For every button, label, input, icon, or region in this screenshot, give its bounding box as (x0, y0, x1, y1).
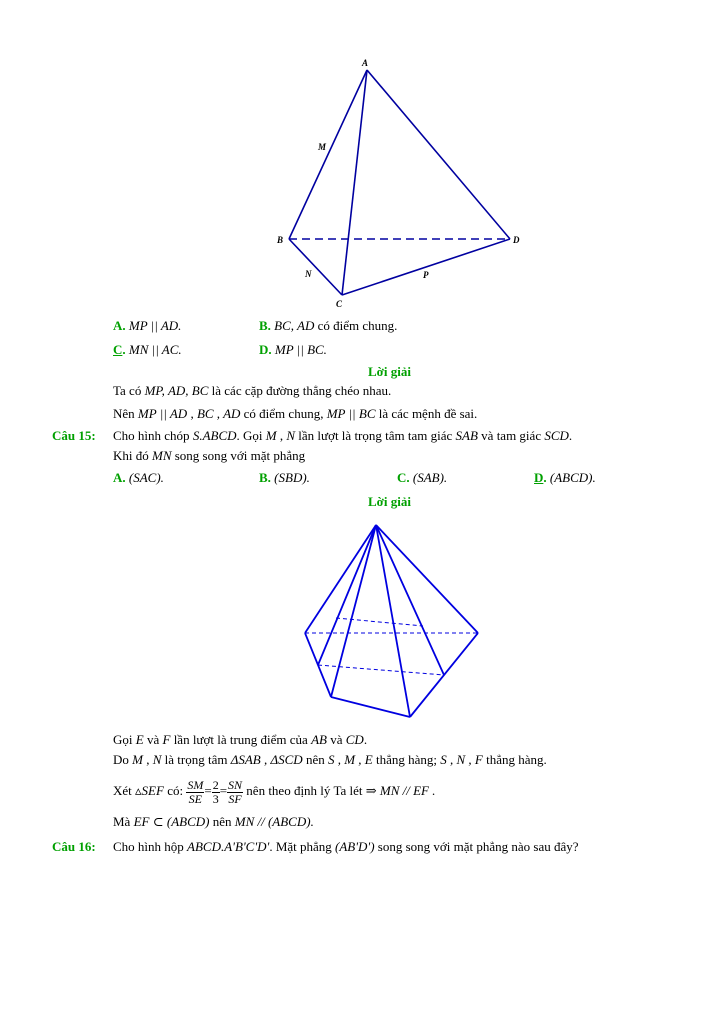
option-letter: A. (113, 318, 126, 333)
edge-ac (342, 70, 367, 295)
label-c: C (336, 299, 343, 309)
q14-option-a[interactable] (113, 318, 181, 334)
label-m: M (318, 142, 327, 152)
q15-option-c[interactable] (397, 470, 447, 486)
option-letter: C. (397, 470, 410, 485)
option-letter: D. (259, 342, 272, 357)
option-math: BC, AD (274, 318, 315, 333)
q15-solution-line-4: Mà EF ⊂ (ABCD) nên MN // (ABCD). (113, 814, 314, 829)
edge-se (318, 525, 376, 665)
q14-option-d[interactable] (259, 342, 327, 358)
edge-sc (376, 525, 410, 717)
label-a: A (362, 58, 369, 68)
q15-solution-line-3: Xét ▵SEF có: $\frac{SM}{SE}$ = $\frac{2}{3}$ = $\frac{SN}{SF}$ nên theo định lý Ta lét ⇒ MN // EF . (113, 777, 436, 806)
pyramid-figure (0, 505, 725, 730)
q14-solution-title: Lời giải (368, 364, 411, 379)
q16-stem: Cho hình hộp ABCD.A'B'C'D'. Mặt phẳng (AB'D') song song với mặt phẳng nào sau đây? (113, 839, 579, 854)
q16-label: Câu 16: (52, 839, 96, 854)
option-text: MP || AD. (128, 318, 182, 333)
option-text: MN || AC. (128, 342, 182, 357)
edge-sb (331, 525, 376, 697)
option-letter: B. (259, 470, 271, 485)
option-letter-correct: C (113, 342, 123, 357)
edge-sd (376, 525, 478, 633)
q15-solution-title: Lời giải (368, 494, 411, 509)
q15-option-b[interactable] (259, 470, 310, 486)
q14-option-c[interactable] (113, 342, 182, 358)
edge-bc (289, 239, 342, 295)
option-text: (SAC). (128, 470, 164, 485)
q14-option-b[interactable] (259, 318, 397, 334)
label-b: B (277, 235, 284, 245)
q15-solution-line-1: Gọi E và F lần lượt là trung điểm của AB và CD. (113, 732, 368, 747)
edge-sf (376, 525, 444, 675)
option-text: (SBD). (274, 470, 310, 485)
edge-ab (289, 70, 367, 239)
fraction-two-thirds: $\frac{2}{3}$ (212, 777, 219, 806)
edge-cd (342, 239, 510, 295)
option-text: (SAB). (412, 470, 448, 485)
option-dot: . (122, 342, 126, 357)
q15-option-d[interactable] (534, 470, 596, 486)
fraction-sm-se: $\frac{SM}{SE}$ (187, 777, 204, 806)
q14-solution-line-1: Ta có MP, AD, BC là các cặp đường thẳng chéo nhau. (113, 383, 392, 398)
edge-ad (367, 70, 510, 239)
option-text: MP || BC. (274, 342, 327, 357)
edge-sa (305, 525, 376, 633)
option-dot: . (543, 470, 547, 485)
q14-solution-line-2: Nên MP || AD , BC , AD có điểm chung, MP || BC là các mệnh đề sai. (113, 406, 478, 421)
q15-stem-line-2: Khi đó MN song song với mặt phẳng (113, 448, 306, 463)
option-letter: A. (113, 470, 126, 485)
option-letter-correct: D (534, 470, 544, 485)
option-text: (ABCD). (549, 470, 596, 485)
label-p: P (423, 270, 429, 280)
option-text: có điểm chung. (317, 318, 398, 333)
q15-label: Câu 15: (52, 428, 96, 443)
q15-option-a[interactable] (113, 470, 164, 486)
fraction-sn-sf: $\frac{SN}{SF}$ (228, 777, 243, 806)
option-letter: B. (259, 318, 271, 333)
q15-stem-line-1: Cho hình chóp S.ABCD. Gọi M , N lần lượt là trọng tâm tam giác SAB và tam giác SCD. (113, 428, 573, 443)
label-d: D (513, 235, 520, 245)
tetrahedron-figure (0, 0, 725, 320)
label-n: N (305, 269, 312, 279)
edge-bc (331, 697, 410, 717)
q15-solution-line-2: Do M , N là trọng tâm ΔSAB , ΔSCD nên S , M , E thẳng hàng; S , N , F thẳng hàng. (113, 752, 547, 767)
